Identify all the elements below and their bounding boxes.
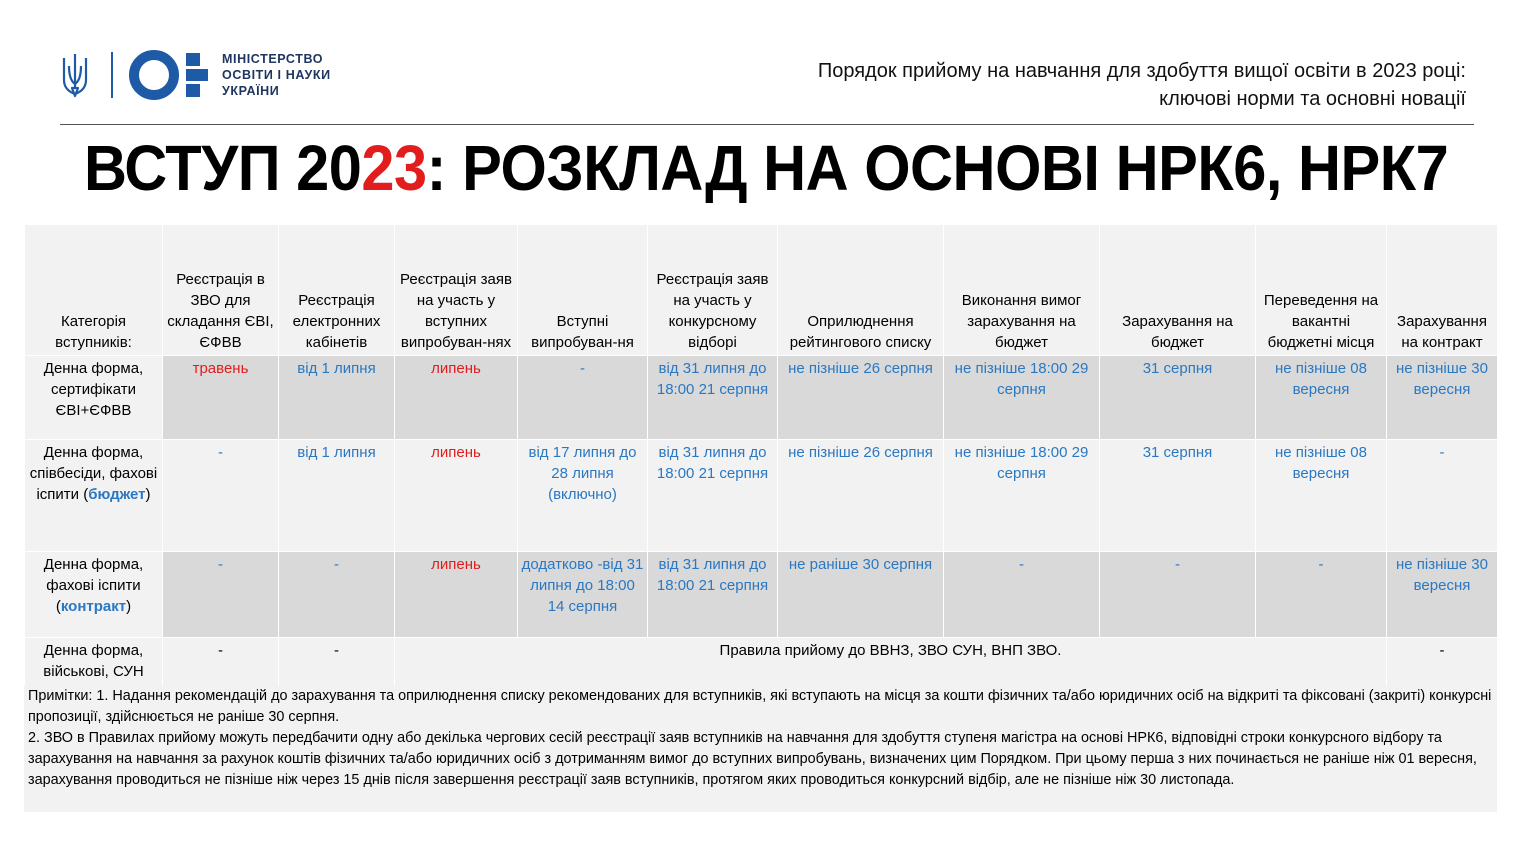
table-cell: -	[944, 552, 1100, 638]
header-cabinet-registration: Реєстрація електронних кабінетів	[279, 225, 395, 356]
table-cell: не раніше 30 серпня	[778, 552, 944, 638]
ministry-logo-icon	[128, 48, 214, 102]
table-cell: -	[163, 440, 279, 552]
table-cell: не пізніше 26 серпня	[778, 440, 944, 552]
table-cell: 31 серпня	[1100, 356, 1256, 440]
ministry-line-3: УКРАЇНИ	[222, 84, 280, 98]
table-row	[25, 440, 1498, 552]
note-1: Примітки: 1. Надання рекомендацій до зарахування та оприлюднення списку рекомендованих для вступників, які вступають на місця за кошти фізичних та/або юридичних осіб на відкриті та фіксовані (закриті) конкурсні пропозиції, здійснюється не раніше 30 серпня.	[28, 688, 1492, 725]
table-cell: не пізніше 08 вересня	[1256, 440, 1387, 552]
table-cell: -	[1387, 440, 1498, 552]
category-close: )	[145, 486, 151, 503]
table-cell: від 31 липня до 18:00 21 серпня	[648, 552, 778, 638]
header-budget-requirements: Виконання вимог зарахування на бюджет	[944, 225, 1100, 356]
military-rules-cell: Правила прийому до ВВНЗ, ЗВО СУН, ВНП ЗВО.	[395, 638, 1387, 689]
header-category: Категорія вступників:	[25, 225, 163, 356]
table-cell: -	[1387, 638, 1498, 689]
table-cell: липень	[395, 440, 518, 552]
category-text: Денна форма, співбесіди, фахові іспити (	[29, 444, 158, 503]
title-part-1: ВСТУП 20	[84, 132, 362, 204]
table-cell: липень	[395, 356, 518, 440]
table-cell: 31 серпня	[1100, 440, 1256, 552]
table-cell: -	[279, 638, 395, 689]
header-budget-enrollment: Зарахування на бюджет	[1100, 225, 1256, 356]
trident-icon	[60, 50, 90, 100]
notes-section	[24, 686, 1497, 812]
note-2: 2. ЗВО в Правилах прийому можуть передбачити одну або декілька чергових сесій реєстрації заяв вступників на навчання для здобуття ступеня магістра на основі НРК6, відповідні строки конкурсного відбору та зарахування на навчання за рахунок коштів фізичних та/або юридичних осіб з дотриманням вимог до вступних випробувань, визначених цим Порядком. При цьому перша з них починається не раніше ніж 01 вересня, зарахування проводиться не пізніше ніж через 15 днів після завершення реєстрації заяв вступників, протягом яких проводиться конкурсний відбір, але не пізніше ніж 30 листопада.	[28, 730, 1477, 788]
page-title	[84, 128, 1448, 208]
table-cell: від 31 липня до 18:00 21 серпня	[648, 356, 778, 440]
subtitle-line-1: Порядок прийому на навчання для здобуття вищої освіти в 2023 році:	[817, 60, 1466, 82]
document-subtitle	[818, 57, 1466, 113]
table-row	[25, 552, 1498, 638]
ministry-line-2: ОСВІТИ І НАУКИ	[222, 68, 331, 82]
table-cell: від 31 липня до 18:00 21 серпня	[648, 440, 778, 552]
table-cell: від 17 липня до 28 липня (включно)	[518, 440, 648, 552]
subtitle-line-2: ключові норми та основні новації	[1159, 88, 1466, 110]
table-cell: -	[1256, 552, 1387, 638]
page-header	[0, 0, 1534, 204]
row-category: Денна форма, військові, СУН	[25, 638, 163, 689]
header-contract-enrollment: Зарахування на контракт	[1387, 225, 1498, 356]
category-contract-label: контракт	[60, 598, 127, 615]
row-category: Денна форма, сертифікати ЄВІ+ЄФВВ	[25, 356, 163, 440]
table-header-row	[25, 225, 1498, 356]
logo-separator	[111, 52, 113, 98]
header-competition-application: Реєстрація заяв на участь у конкурсному відборі	[648, 225, 778, 356]
table-cell: від 1 липня	[279, 440, 395, 552]
table-cell: додатково -від 31 липня до 18:00 14 серпня	[518, 552, 648, 638]
table-cell: -	[279, 552, 395, 638]
title-part-3: : РОЗКЛАД НА ОСНОВІ НРК6, НРК7	[426, 132, 1449, 204]
table-row	[25, 356, 1498, 440]
table-cell: травень	[163, 356, 279, 440]
title-part-2: 23	[361, 132, 427, 204]
header-vacant-transfer: Переведення на вакантні бюджетні місця	[1256, 225, 1387, 356]
ministry-name	[222, 51, 331, 99]
header-zvo-registration: Реєстрація в ЗВО для складання ЄВІ, ЄФВВ	[163, 225, 279, 356]
category-text: Денна форма, фахові іспити (	[43, 556, 144, 615]
table-cell: не пізніше 18:00 29 серпня	[944, 356, 1100, 440]
table-cell: липень	[395, 552, 518, 638]
table-cell: не пізніше 30 вересня	[1387, 356, 1498, 440]
category-close: )	[126, 598, 132, 615]
header-entrance-exams: Вступні випробуван-ня	[518, 225, 648, 356]
table-cell: -	[163, 552, 279, 638]
header-divider	[60, 124, 1474, 125]
row-category	[25, 552, 163, 638]
header-ranking-publication: Оприлюднення рейтингового списку	[778, 225, 944, 356]
table-cell: -	[163, 638, 279, 689]
table-cell: не пізніше 08 вересня	[1256, 356, 1387, 440]
table-cell: не пізніше 26 серпня	[778, 356, 944, 440]
schedule-table	[24, 224, 1498, 689]
row-category	[25, 440, 163, 552]
header-exam-application: Реєстрація заяв на участь у вступних випробуван-нях	[395, 225, 518, 356]
ministry-line-1: МІНІСТЕРСТВО	[222, 52, 324, 66]
table-cell: -	[1100, 552, 1256, 638]
table-cell: не пізніше 30 вересня	[1387, 552, 1498, 638]
category-budget-label: бюджет	[88, 486, 146, 503]
table-cell: від 1 липня	[279, 356, 395, 440]
table-cell: -	[518, 356, 648, 440]
table-row	[25, 638, 1498, 689]
table-cell: не пізніше 18:00 29 серпня	[944, 440, 1100, 552]
